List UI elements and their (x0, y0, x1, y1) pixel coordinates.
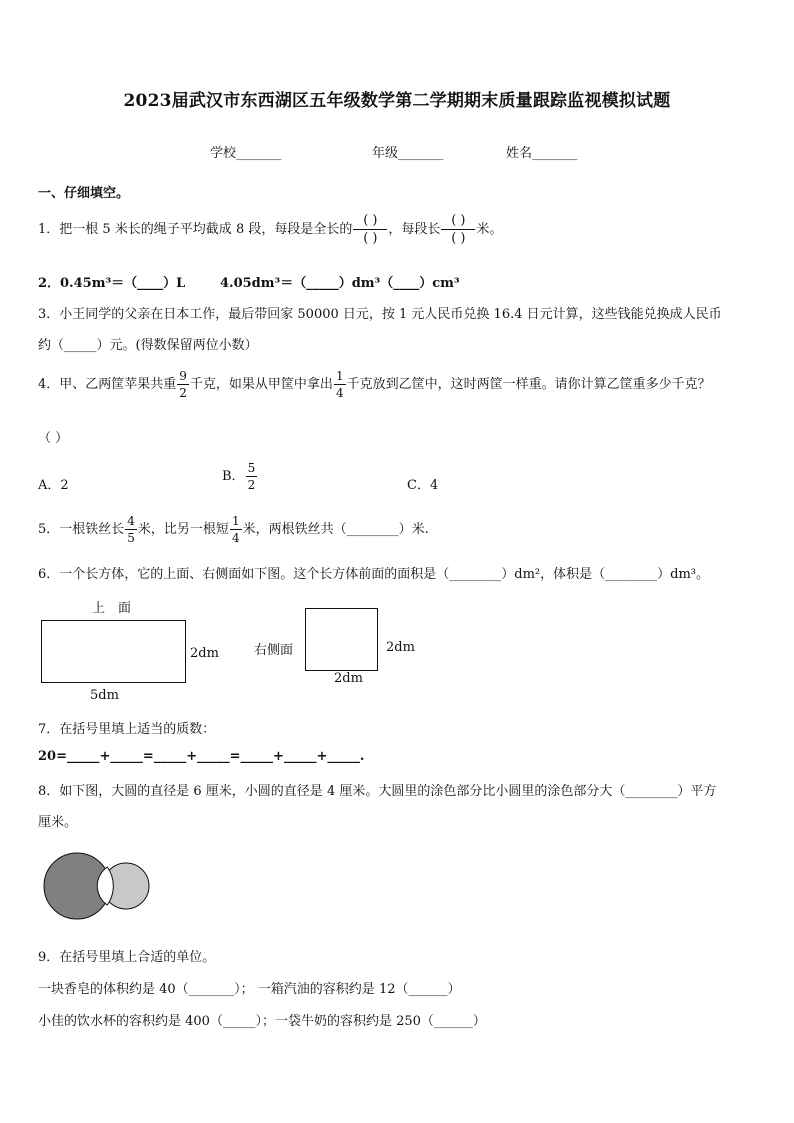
question-4 (38, 370, 711, 399)
grade-field: 年级_______ (372, 146, 444, 161)
question-9-line-1: 一块香皂的体积约是 40（_______）； 一箱汽油的容积约是 12（______） (38, 982, 461, 997)
q5-text-b: 米，比另一根短 (137, 522, 229, 537)
q1-fraction-blank-1: ( ) ( ) (353, 212, 387, 247)
question-3-line-1: 3．小王同学的父亲在日本工作，最后带回家 50000 日元，按 1 元人民币兑换 16.4 日元计算，这些钱能兑换成人民币 (38, 307, 722, 322)
circles-diagram (40, 846, 156, 926)
q5-text-c: 米，两根铁丝共（________）米. (242, 522, 429, 537)
question-3-line-2: 约（_____）元。(得数保留两位小数） (38, 338, 258, 353)
q5-fraction-1: $\frac{4}{5}$ (127, 514, 135, 545)
q4-answer-blank: （ ） (38, 431, 69, 446)
right-face-height: 2dm (386, 640, 415, 655)
q1-text-a: 1．把一根 5 米长的绳子平均截成 8 段，每段是全长的 (38, 222, 353, 237)
q1-text-c: 米。 (476, 222, 503, 237)
question-8-line-2: 厘米。 (38, 815, 78, 830)
question-1 (38, 212, 502, 247)
question-8-line-1: 8．如下图，大圆的直径是 6 厘米，小圆的直径是 4 厘米。大圆里的涂色部分比小圆里的涂色部分大（________）平方 (38, 784, 717, 799)
q4-fraction-2: $\frac{1}{4}$ (335, 369, 344, 400)
question-9-line-2: 小佳的饮水杯的容积约是 400（_____）；一袋牛奶的容积约是 250（______） (38, 1014, 486, 1029)
q4-text-c: 千克放到乙筐中，这时两筐一样重。请你计算乙筐重多少千克？ (346, 377, 711, 392)
top-face-label: 上 面 (92, 601, 132, 616)
question-7: 7．在括号里填上适当的质数： (38, 722, 216, 737)
right-face-label: 右侧面 (254, 643, 294, 658)
q4-text-a: 4．甲、乙两筐苹果共重 (38, 377, 177, 392)
page-title: 2023届武汉市东西湖区五年级数学第二学期期末质量跟踪监视模拟试题 (123, 91, 671, 111)
top-face-rectangle (41, 620, 186, 683)
q4-option-b-fraction: $\frac{5}{2}$ (247, 461, 256, 492)
top-face-width: 5dm (90, 688, 119, 703)
q4-option-b: B． $\frac{5}{2}$ (222, 461, 256, 492)
right-face-width: 2dm (334, 671, 363, 686)
q4-option-c: C．4 (407, 478, 439, 493)
q1-fraction-blank-2: ( ) ( ) (441, 212, 475, 247)
q5-text-a: 5．一根铁丝长 (38, 522, 125, 537)
question-6: 6．一个长方体，它的上面、右侧面如下图。这个长方体前面的面积是（________）dm²，体积是（________）dm³。 (38, 567, 709, 582)
q4-fraction-1: $\frac{9}{2}$ (179, 369, 187, 400)
q4-text-b: 千克，如果从甲筐中拿出 (189, 377, 333, 392)
name-field: 姓名_______ (506, 146, 578, 161)
section-heading: 一、仔细填空。 (38, 186, 130, 201)
school-field: 学校_______ (210, 146, 282, 161)
question-9: 9．在括号里填上合适的单位。 (38, 950, 216, 965)
right-face-square (305, 608, 378, 671)
question-2a: 2．0.45m³＝（____）L (38, 276, 186, 291)
top-face-height: 2dm (190, 646, 219, 661)
question-5 (38, 515, 429, 544)
question-7-equation: 20=_____+_____=_____+_____=_____+_____+_____. (38, 749, 365, 764)
q5-fraction-2: $\frac{1}{4}$ (231, 514, 240, 545)
question-2b: 4.05dm³＝（_____）dm³（____）cm³ (220, 276, 460, 291)
q1-text-b: ，每段长 (388, 222, 441, 237)
q4-option-a: A．2 (38, 478, 69, 493)
